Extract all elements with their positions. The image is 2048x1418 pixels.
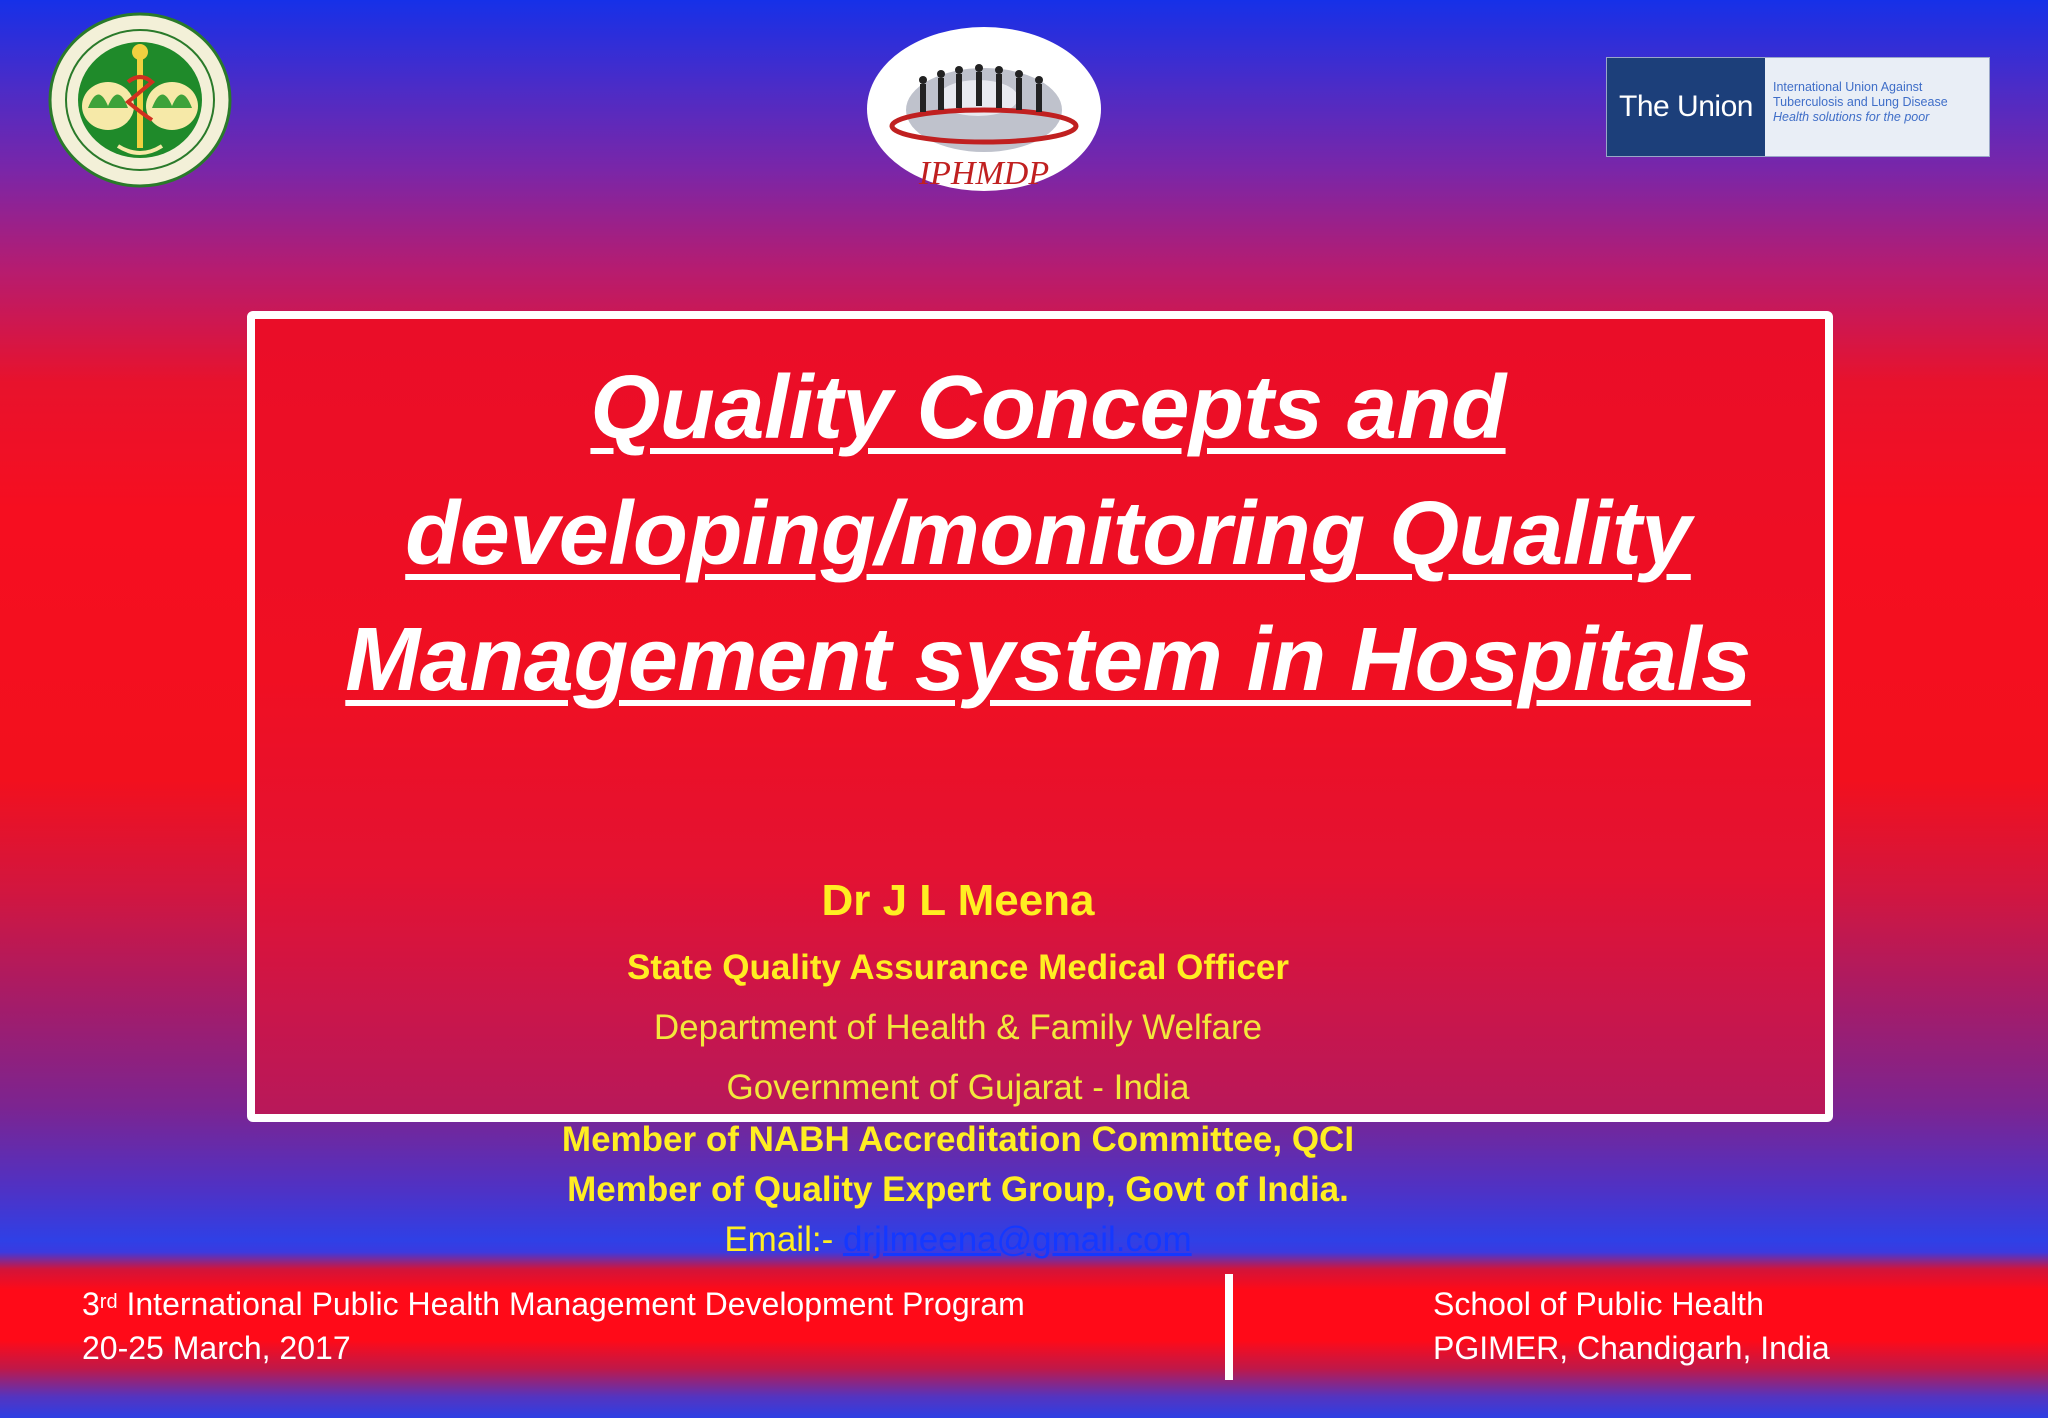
author-membership-qeg: Member of Quality Expert Group, Govt of India. [567,1170,1349,1209]
author-email-line [0,1220,1982,1260]
slide-title: Quality Concepts and developing/monitoring Quality Management system in Hospitals [345,358,1751,710]
the-union-logo [1606,57,1990,157]
footer-school: School of Public Health [1433,1286,1764,1322]
iphmdp-globe-icon [866,26,1102,192]
author-role: State Quality Assurance Medical Officer [627,948,1289,987]
program-name: International Public Health Management Development Program [117,1286,1025,1322]
email-label: Email:- [724,1220,843,1259]
union-description [1765,58,1989,156]
footer-dates: 20-25 March, 2017 [82,1330,351,1366]
author-department: Department of Health & Family Welfare [653,1008,1263,1047]
union-tagline: Health solutions for the poor [1773,110,1930,124]
email-link[interactable]: drjlmeena@gmail.com [842,1220,1192,1259]
union-line-2: Tuberculosis and Lung Disease [1773,95,1948,109]
program-ordinal: 3 [82,1286,100,1322]
footer-program-info [82,1282,1025,1370]
union-name: The Union [1607,58,1765,156]
footer-program-name [82,1282,1025,1326]
author-membership-nabh: Member of NABH Accreditation Committee, QCI [561,1120,1355,1159]
author-name: Dr J L Meena [821,876,1095,925]
title-box [247,311,1833,1122]
pgimer-seal-icon [48,12,232,188]
union-line-1: International Union Against [1773,80,1923,94]
footer-divider [1225,1274,1233,1380]
author-government: Government of Gujarat - India [726,1068,1190,1107]
iphmdp-text: IPHMDP [918,155,1050,192]
footer-institute: PGIMER, Chandigarh, India [1433,1330,1830,1366]
program-ordinal-suffix: rd [99,1291,118,1313]
footer-institution-info [1433,1282,1830,1370]
